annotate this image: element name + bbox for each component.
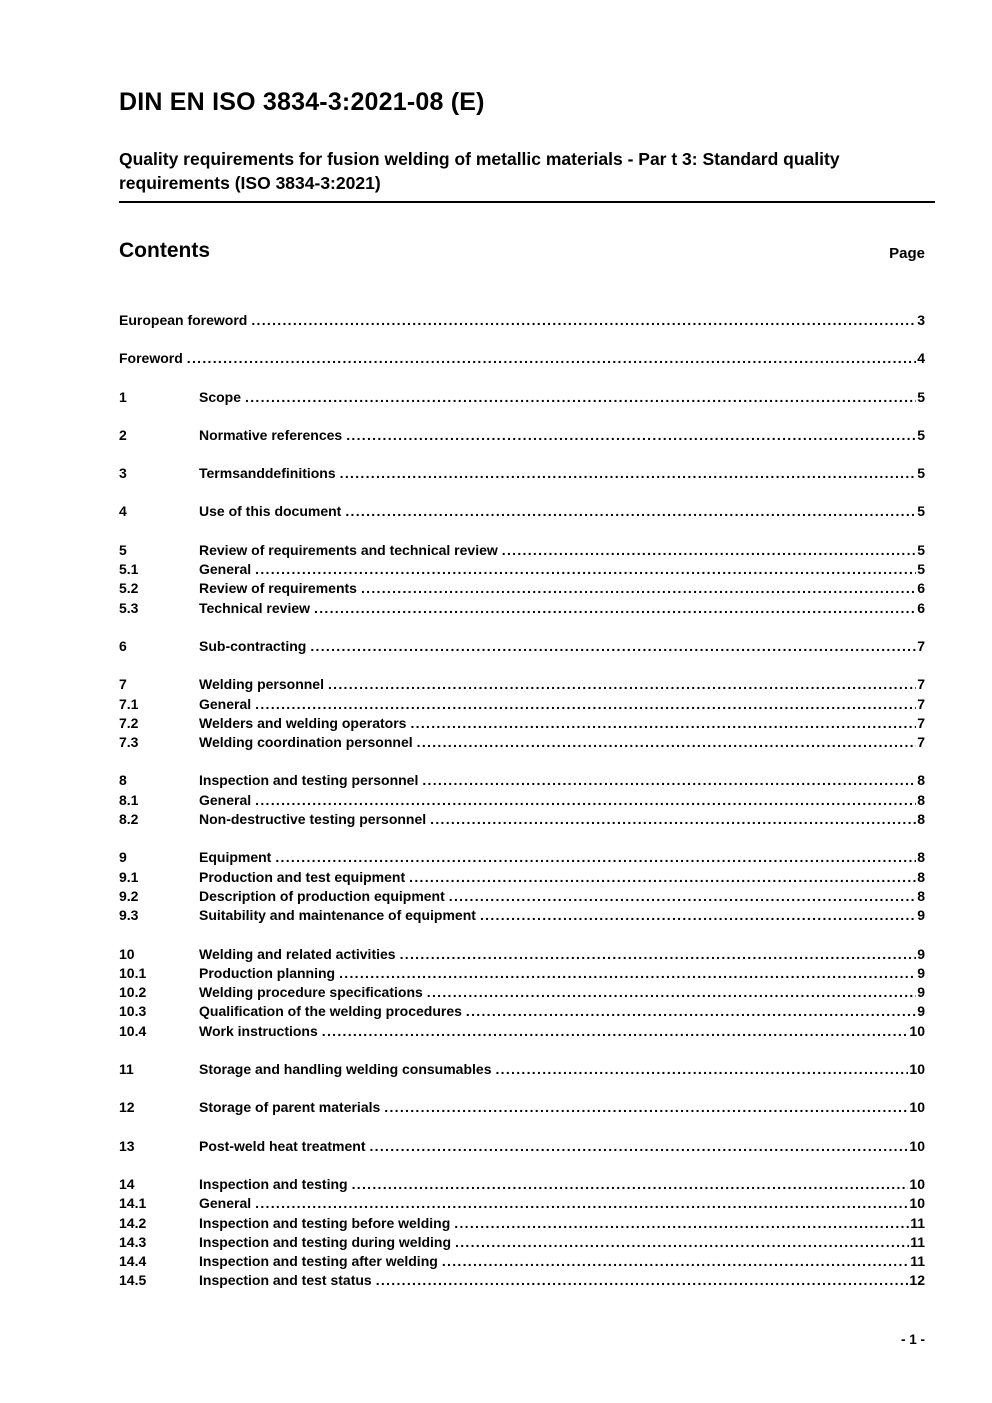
toc-dot-leader xyxy=(314,599,916,618)
document-title: DIN EN ISO 3834-3:2021-08 (E) xyxy=(119,88,485,116)
toc-group xyxy=(119,848,925,925)
toc-entry xyxy=(119,868,925,887)
toc-group xyxy=(119,1137,925,1156)
toc-entry-title: Inspection and testing personnel xyxy=(199,772,419,789)
toc-entry-page: 5 xyxy=(917,388,925,405)
toc-dot-leader xyxy=(352,1175,909,1194)
toc-entry-number: 10.2 xyxy=(119,984,147,1001)
toc-entry xyxy=(119,464,925,483)
toc-entry xyxy=(119,848,925,867)
toc-entry xyxy=(119,349,925,368)
toc-entry-page: 10 xyxy=(909,1099,925,1116)
toc-entry-title: Technical review xyxy=(199,599,311,616)
toc-entry-page: 8 xyxy=(917,887,925,904)
toc-entry xyxy=(119,964,925,983)
toc-entry-number: 9 xyxy=(119,849,127,866)
toc-entry-title: Sub-contracting xyxy=(199,637,307,654)
toc-entry-number: 5.2 xyxy=(119,580,139,597)
toc-entry-page: 5 xyxy=(917,465,925,482)
contents-heading: Contents xyxy=(119,239,210,262)
toc-entry-number: 10.4 xyxy=(119,1022,147,1039)
toc-dot-leader xyxy=(245,388,916,407)
toc-entry-title: Non-destructive testing personnel xyxy=(199,811,427,828)
toc-entry-page: 9 xyxy=(917,907,925,924)
toc-entry-title: General xyxy=(199,1195,252,1212)
toc-entry-title: Review of requirements xyxy=(199,580,357,597)
page-column-label: Page xyxy=(889,245,925,262)
toc-entry-title: Production planning xyxy=(199,964,336,981)
toc-dot-leader xyxy=(376,1271,909,1290)
toc-entry xyxy=(119,541,925,560)
document-subtitle: Quality requirements for fusion welding of metallic materials - Par t 3: Standard quality requirements (ISO 3834-3:2021) xyxy=(119,149,840,193)
toc-entry-page: 6 xyxy=(917,580,925,597)
toc-entry-title: Foreword xyxy=(119,350,183,367)
toc-entry-page: 9 xyxy=(917,964,925,981)
toc-entry-page: 8 xyxy=(917,849,925,866)
toc-entry-page: 10 xyxy=(909,1175,925,1192)
toc-entry-page: 10 xyxy=(909,1022,925,1039)
toc-entry-number: 9.3 xyxy=(119,907,139,924)
toc-entry-page: 4 xyxy=(917,350,925,367)
toc-dot-leader xyxy=(322,1022,909,1041)
toc-dot-leader xyxy=(455,1233,909,1252)
toc-entry xyxy=(119,1214,925,1233)
toc-group xyxy=(119,771,925,829)
toc-entry-number: 8.2 xyxy=(119,811,139,828)
toc-group xyxy=(119,541,925,618)
toc-entry-number: 10.3 xyxy=(119,1003,147,1020)
toc-entry-page: 5 xyxy=(917,426,925,443)
toc-entry xyxy=(119,599,925,618)
toc-dot-leader xyxy=(345,502,916,521)
toc-entry xyxy=(119,675,925,694)
page-number-footer: - 1 - xyxy=(900,1332,925,1347)
toc-entry-page: 9 xyxy=(917,945,925,962)
toc-entry-number: 8 xyxy=(119,772,127,789)
toc-entry-page: 7 xyxy=(917,714,925,731)
toc-entry xyxy=(119,637,925,656)
toc-entry xyxy=(119,733,925,752)
toc-entry-title: Post-weld heat treatment xyxy=(199,1137,366,1154)
toc-entry-page: 8 xyxy=(917,811,925,828)
toc-entry-page: 5 xyxy=(917,541,925,558)
toc-dot-leader xyxy=(430,810,916,829)
toc-entry xyxy=(119,1137,925,1156)
toc-entry-title: Review of requirements and technical review xyxy=(199,541,498,558)
toc-entry xyxy=(119,388,925,407)
toc-entry xyxy=(119,1175,925,1194)
toc-dot-leader xyxy=(417,733,917,752)
toc-entry-number: 9.2 xyxy=(119,887,139,904)
toc-group xyxy=(119,1175,925,1291)
toc-entry-title: General xyxy=(199,695,252,712)
toc-entry xyxy=(119,1233,925,1252)
toc-group xyxy=(119,637,925,656)
toc-group xyxy=(119,675,925,752)
toc-entry-number: 7.2 xyxy=(119,714,139,731)
toc-entry-page: 10 xyxy=(909,1061,925,1078)
toc-entry-title: General xyxy=(199,791,252,808)
toc-dot-leader xyxy=(495,1060,908,1079)
toc-dot-leader xyxy=(339,964,916,983)
toc-entry-title: Equipment xyxy=(199,849,272,866)
toc-entry-page: 8 xyxy=(917,772,925,789)
toc-entry-title: Storage and handling welding consumables xyxy=(199,1061,492,1078)
toc-entry-number: 5.3 xyxy=(119,599,139,616)
toc-dot-leader xyxy=(454,1214,909,1233)
contents-header-row xyxy=(119,239,925,263)
toc-dot-leader xyxy=(255,791,916,810)
toc-entry-number: 10 xyxy=(119,945,135,962)
toc-entry-number: 10.1 xyxy=(119,964,147,981)
toc-dot-leader xyxy=(251,311,916,330)
toc-entry-number: 5 xyxy=(119,541,127,558)
toc-entry xyxy=(119,560,925,579)
toc-dot-leader xyxy=(480,906,916,925)
toc-entry-page: 10 xyxy=(909,1195,925,1212)
toc-entry-title: Scope xyxy=(199,388,242,405)
toc-entry-number: 14.3 xyxy=(119,1233,147,1250)
toc-entry xyxy=(119,502,925,521)
toc-entry-page: 11 xyxy=(910,1214,925,1231)
toc-entry-title: Inspection and testing xyxy=(199,1175,348,1192)
toc-entry xyxy=(119,1022,925,1041)
toc-entry-page: 5 xyxy=(917,561,925,578)
toc-entry-page: 10 xyxy=(909,1137,925,1154)
toc-dot-leader xyxy=(410,714,916,733)
toc-group xyxy=(119,945,925,1041)
toc-entry xyxy=(119,887,925,906)
toc-group xyxy=(119,426,925,445)
toc-entry-number: 6 xyxy=(119,637,127,654)
toc-dot-leader xyxy=(409,868,916,887)
toc-entry-page: 8 xyxy=(917,868,925,885)
toc-entry xyxy=(119,1002,925,1021)
toc-dot-leader xyxy=(187,349,916,368)
toc-entry-number: 14.2 xyxy=(119,1214,147,1231)
toc-entry-page: 9 xyxy=(917,1003,925,1020)
toc-entry-title: Welding procedure specifications xyxy=(199,984,423,1001)
toc-entry-page: 9 xyxy=(917,984,925,1001)
toc-entry-title: Inspection and testing after welding xyxy=(199,1253,438,1270)
toc-dot-leader xyxy=(328,675,916,694)
toc-entry-page: 7 xyxy=(917,637,925,654)
toc-entry-page: 7 xyxy=(917,676,925,693)
toc-entry-title: Welders and welding operators xyxy=(199,714,407,731)
toc-dot-leader xyxy=(255,1194,908,1213)
toc-entry-title: Work instructions xyxy=(199,1022,318,1039)
toc-dot-leader xyxy=(346,426,916,445)
toc-entry xyxy=(119,714,925,733)
toc-entry xyxy=(119,906,925,925)
toc-entry-title: Qualification of the welding procedures xyxy=(199,1003,462,1020)
toc-group xyxy=(119,1060,925,1079)
toc-entry xyxy=(119,810,925,829)
toc-entry-number: 7.1 xyxy=(119,695,139,712)
toc-dot-leader xyxy=(255,560,916,579)
toc-entry-number: 7.3 xyxy=(119,734,139,751)
toc-entry-page: 11 xyxy=(910,1233,925,1250)
toc-dot-leader xyxy=(449,887,916,906)
toc-entry-number: 7 xyxy=(119,676,127,693)
toc-entry-page: 7 xyxy=(917,695,925,712)
toc-entry-title: Description of production equipment xyxy=(199,887,445,904)
toc-dot-leader xyxy=(255,695,916,714)
toc-entry-page: 12 xyxy=(909,1272,925,1289)
toc-entry-number: 4 xyxy=(119,503,127,520)
toc-entry xyxy=(119,983,925,1002)
toc-dot-leader xyxy=(340,464,917,483)
toc-entry-title: Normative references xyxy=(199,426,343,443)
toc-entry-page: 7 xyxy=(917,734,925,751)
toc-entry xyxy=(119,1098,925,1117)
toc-dot-leader xyxy=(442,1252,909,1271)
toc-dot-leader xyxy=(361,579,916,598)
toc-group xyxy=(119,502,925,521)
toc-entry-title: General xyxy=(199,561,252,578)
toc-entry xyxy=(119,945,925,964)
toc-entry-title: Inspection and test status xyxy=(199,1272,372,1289)
toc-entry-title: Welding and related activities xyxy=(199,945,396,962)
toc-dot-leader xyxy=(502,541,916,560)
toc-dot-leader xyxy=(275,848,916,867)
toc-dot-leader xyxy=(400,945,917,964)
toc-entry xyxy=(119,791,925,810)
toc-dot-leader xyxy=(310,637,916,656)
toc-group xyxy=(119,349,925,368)
toc-group xyxy=(119,388,925,407)
toc-entry-number: 14.1 xyxy=(119,1195,147,1212)
toc-entry-title: Production and test equipment xyxy=(199,868,406,885)
toc-entry xyxy=(119,1252,925,1271)
toc-entry-title: Welding personnel xyxy=(199,676,324,693)
toc-group xyxy=(119,464,925,483)
toc-entry-title: European foreword xyxy=(119,312,248,328)
toc-entry xyxy=(119,1060,925,1079)
toc-group xyxy=(119,1098,925,1117)
toc-entry-page: 3 xyxy=(917,312,925,328)
title-divider xyxy=(119,201,935,203)
toc-entry xyxy=(119,311,925,330)
toc-entry-title: Termsanddefinitions xyxy=(199,465,336,482)
toc-dot-leader xyxy=(422,771,916,790)
toc-entry-number: 5.1 xyxy=(119,561,139,578)
toc-entry-number: 12 xyxy=(119,1099,135,1116)
toc-entry-title: Inspection and testing before welding xyxy=(199,1214,451,1231)
toc-entry-title: Inspection and testing during welding xyxy=(199,1233,451,1250)
toc-entry xyxy=(119,771,925,790)
toc-dot-leader xyxy=(466,1002,916,1021)
toc-entry-number: 14 xyxy=(119,1175,135,1192)
toc-entry-page: 11 xyxy=(910,1253,925,1270)
toc-entry-number: 1 xyxy=(119,388,127,405)
toc-entry-number: 8.1 xyxy=(119,791,139,808)
table-of-contents xyxy=(119,311,925,1291)
toc-group xyxy=(119,311,925,330)
toc-entry xyxy=(119,1271,925,1290)
toc-entry xyxy=(119,1194,925,1213)
toc-entry-page: 8 xyxy=(917,791,925,808)
toc-entry-number: 14.5 xyxy=(119,1272,147,1289)
toc-entry xyxy=(119,695,925,714)
toc-entry-title: Suitability and maintenance of equipment xyxy=(199,907,476,924)
toc-entry xyxy=(119,579,925,598)
toc-entry-number: 11 xyxy=(119,1061,134,1078)
toc-entry-number: 13 xyxy=(119,1137,135,1154)
toc-dot-leader xyxy=(427,983,916,1002)
toc-entry-title: Use of this document xyxy=(199,503,342,520)
toc-dot-leader xyxy=(369,1137,908,1156)
toc-entry-title: Welding coordination personnel xyxy=(199,734,413,751)
toc-entry-number: 9.1 xyxy=(119,868,139,885)
toc-dot-leader xyxy=(384,1098,908,1117)
toc-entry-number: 3 xyxy=(119,465,127,482)
toc-entry-number: 14.4 xyxy=(119,1253,147,1270)
toc-entry-page: 5 xyxy=(917,503,925,520)
toc-entry-number: 2 xyxy=(119,426,127,443)
toc-entry-page: 6 xyxy=(917,599,925,616)
toc-entry xyxy=(119,426,925,445)
toc-entry-title: Storage of parent materials xyxy=(199,1099,381,1116)
